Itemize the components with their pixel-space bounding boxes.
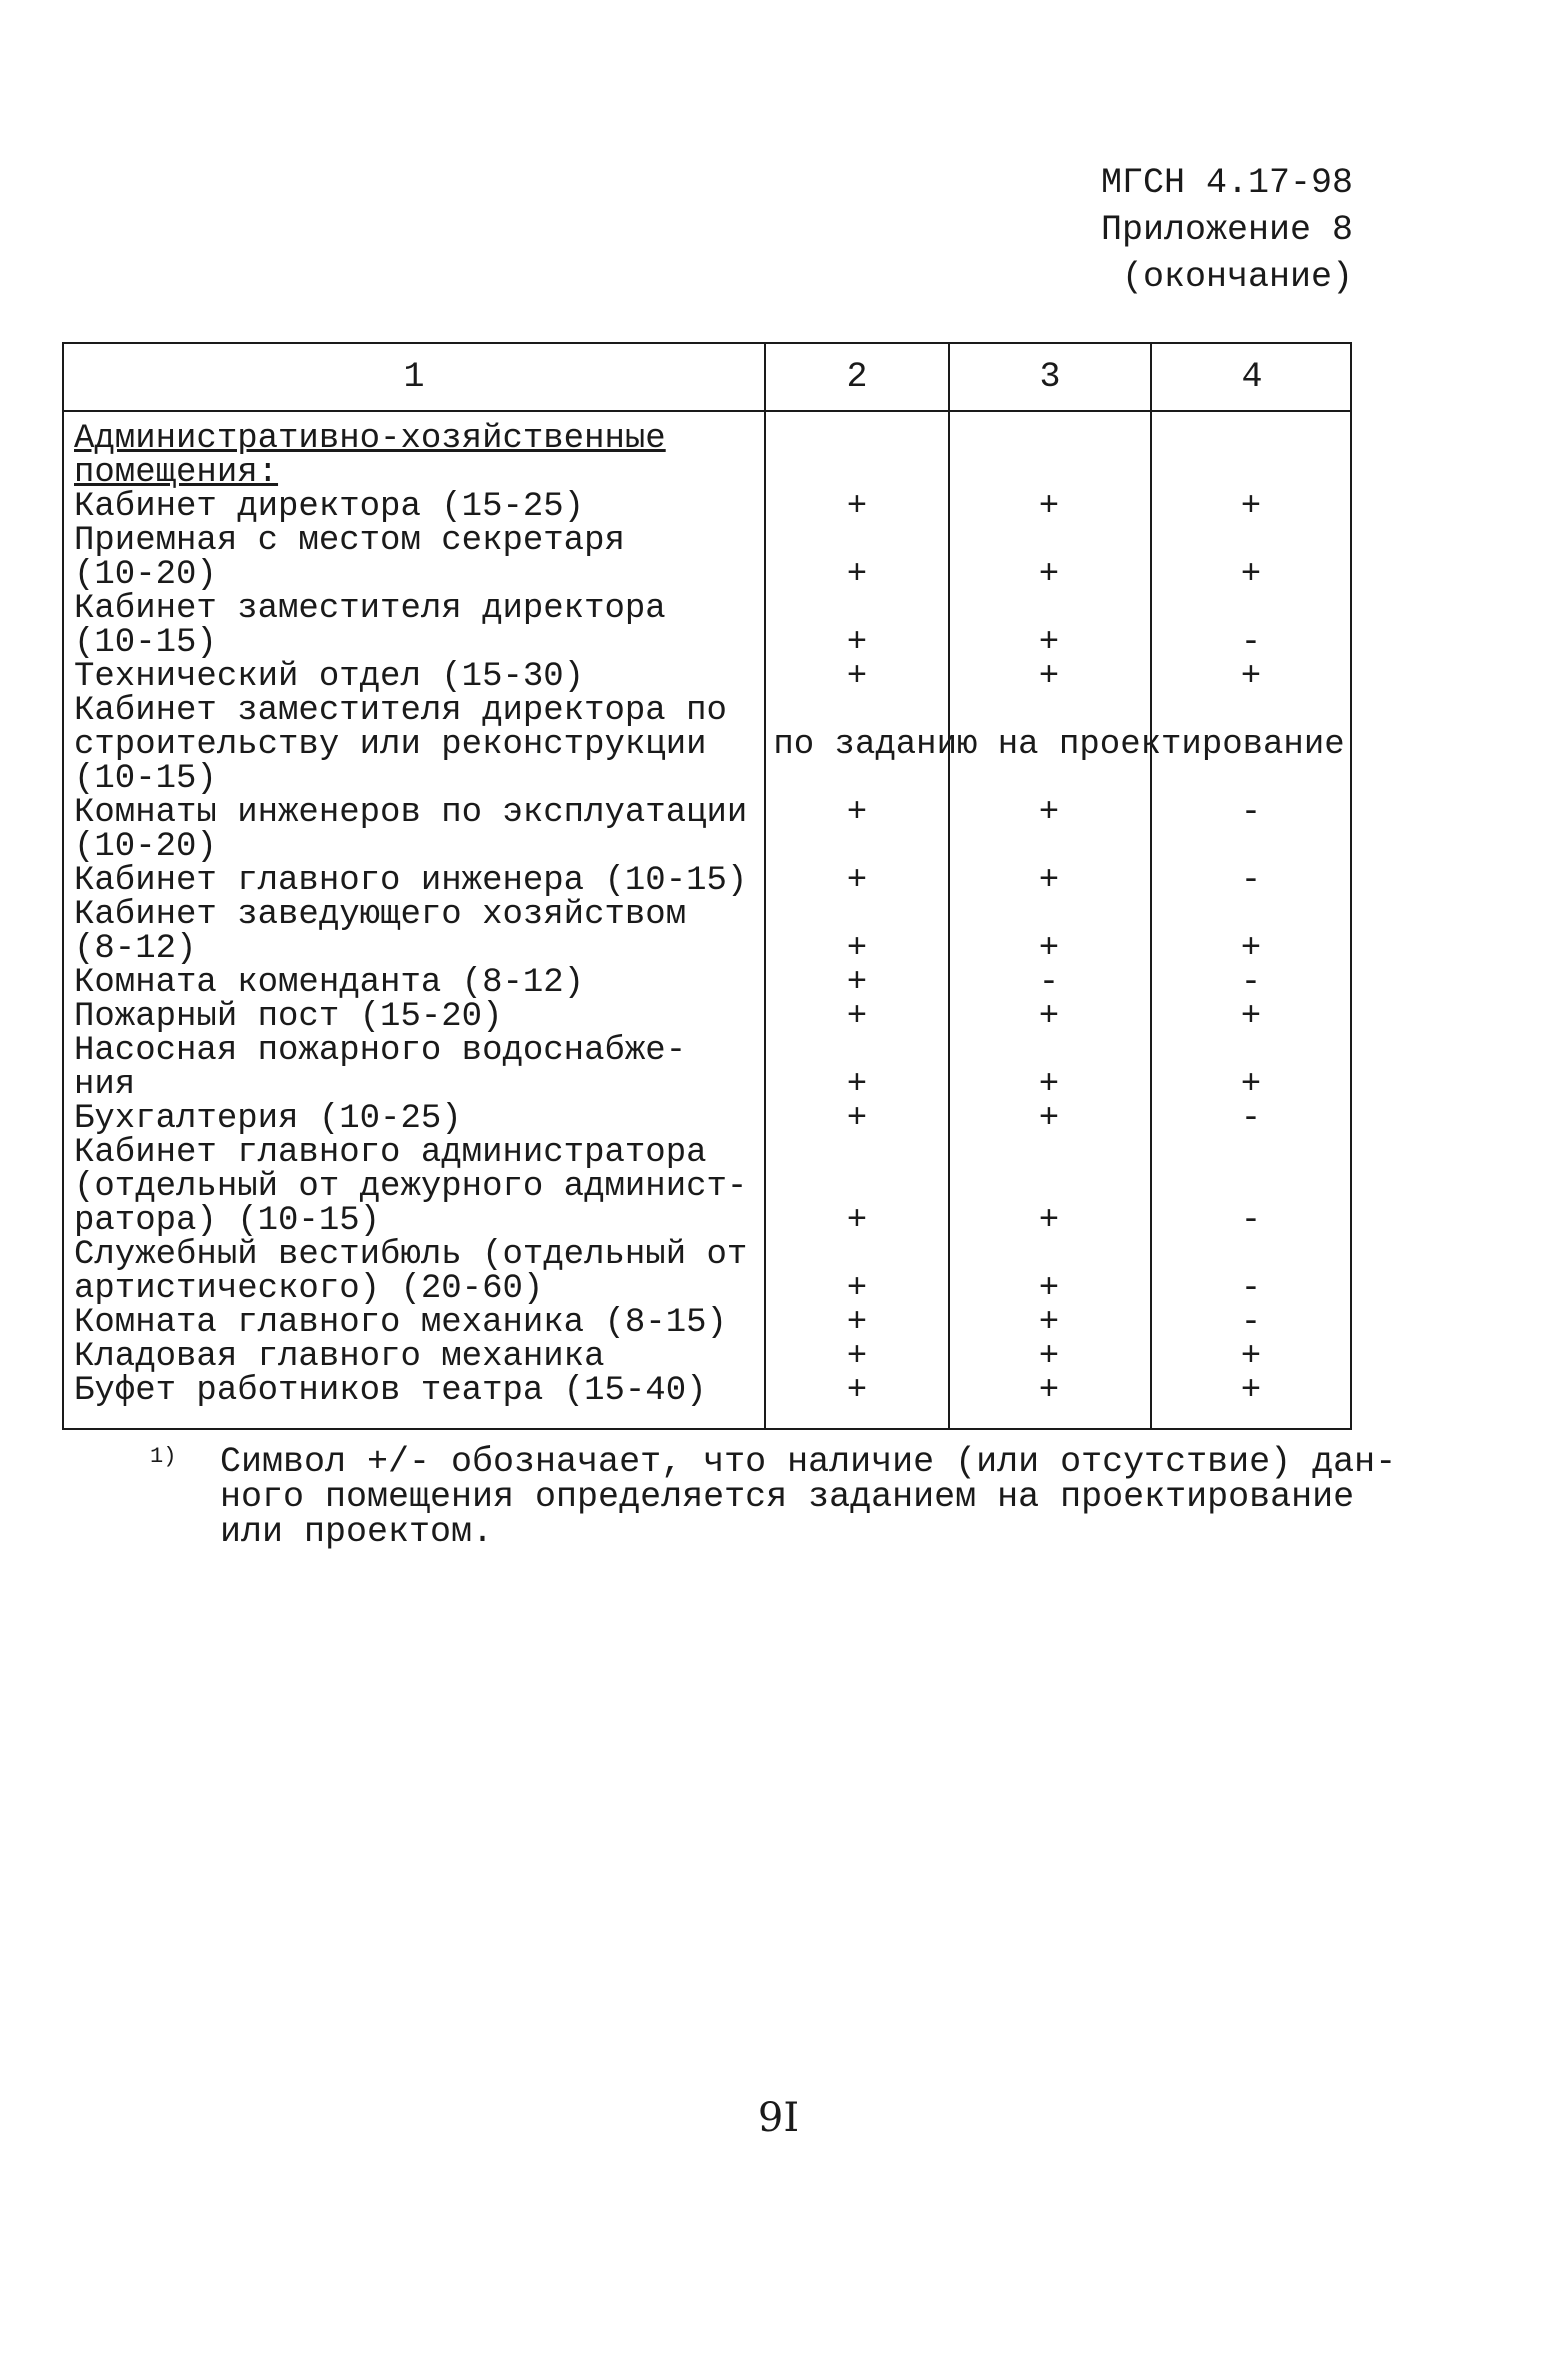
value-col-2: + xyxy=(846,964,868,1002)
room-name: Бухгалтерия (10-25) xyxy=(74,1100,462,1138)
value-col-4: - xyxy=(1240,862,1262,900)
value-col-2: + xyxy=(846,1304,868,1342)
value-col-3: + xyxy=(1038,658,1060,696)
room-name: (отдельный от дежурного админист- xyxy=(74,1168,748,1206)
room-name: (10-20) xyxy=(74,556,217,594)
room-name: ния xyxy=(74,1066,136,1104)
page-number: 9I xyxy=(757,2095,800,2141)
room-name: (8-12) xyxy=(74,930,197,968)
value-col-4: + xyxy=(1240,658,1262,696)
value-col-2: + xyxy=(846,794,868,832)
col-header-2: 2 xyxy=(846,357,868,397)
value-col-3: + xyxy=(1038,1270,1060,1308)
table-row xyxy=(64,966,1350,1000)
value-col-2: + xyxy=(846,488,868,526)
table-row xyxy=(64,694,1350,728)
value-col-2: + xyxy=(846,1100,868,1138)
value-col-4: - xyxy=(1240,1270,1262,1308)
col-header-1: 1 xyxy=(403,357,425,397)
room-name: (10-20) xyxy=(74,828,217,866)
value-col-4: - xyxy=(1240,964,1262,1002)
value-col-3: + xyxy=(1038,794,1060,832)
value-col-4: + xyxy=(1240,998,1262,1036)
value-col-2: + xyxy=(846,998,868,1036)
room-name: Насосная пожарного водоснабже- xyxy=(74,1032,687,1070)
footnote-line-3: или проектом. xyxy=(220,1512,494,1552)
value-col-2: + xyxy=(846,1202,868,1240)
value-col-2: + xyxy=(846,1066,868,1104)
table-row xyxy=(64,1238,1350,1272)
room-name: ратора) (10-15) xyxy=(74,1202,381,1240)
value-col-3: + xyxy=(1038,1202,1060,1240)
table-row xyxy=(64,932,1350,966)
value-col-4: + xyxy=(1240,1372,1262,1410)
room-name: артистического) (20-60) xyxy=(74,1270,544,1308)
room-name: Буфет работников театра (15-40) xyxy=(74,1372,707,1410)
table-row xyxy=(64,1000,1350,1034)
room-name: Кладовая главного механика xyxy=(74,1338,605,1376)
table-row xyxy=(64,728,1350,762)
footnote-text xyxy=(220,1442,1397,1552)
table-row xyxy=(64,1136,1350,1170)
table-row xyxy=(64,1272,1350,1306)
table-row xyxy=(64,558,1350,592)
room-name: Пожарный пост (15-20) xyxy=(74,998,503,1036)
room-name: Кабинет главного инженера (10-15) xyxy=(74,862,748,900)
room-name: Приемная с местом секретаря xyxy=(74,522,625,560)
value-col-3: + xyxy=(1038,1372,1060,1410)
doc-code: МГСН 4.17-98 xyxy=(1100,163,1353,203)
ending-label: (окончание) xyxy=(1121,257,1353,297)
value-col-3: + xyxy=(1038,624,1060,662)
table-row xyxy=(64,1102,1350,1136)
value-col-4: - xyxy=(1240,624,1262,662)
room-name: Кабинет заведующего хозяйством xyxy=(74,896,687,934)
table-row xyxy=(64,1340,1350,1374)
by-design-assignment: по заданию на проектирование xyxy=(773,726,1345,764)
room-name: Технический отдел (15-30) xyxy=(74,658,585,696)
table-row xyxy=(64,796,1350,830)
table-row xyxy=(64,1170,1350,1204)
value-col-4: - xyxy=(1240,1304,1262,1342)
value-col-2: + xyxy=(846,1338,868,1376)
value-col-2: + xyxy=(846,624,868,662)
room-name: Комната коменданта (8-12) xyxy=(74,964,585,1002)
table-row xyxy=(64,1306,1350,1340)
table-row xyxy=(64,524,1350,558)
section-title-line-2 xyxy=(64,456,1350,490)
footnote-line-2: ного помещения определяется заданием на проектирование xyxy=(220,1477,1355,1517)
value-col-2: + xyxy=(846,556,868,594)
section-title-line-1 xyxy=(64,422,1350,456)
table-row xyxy=(64,490,1350,524)
table-row xyxy=(64,660,1350,694)
table-row xyxy=(64,626,1350,660)
value-col-2: + xyxy=(846,1372,868,1410)
room-name: Комната главного механика (8-15) xyxy=(74,1304,727,1342)
value-col-4: + xyxy=(1240,1066,1262,1104)
col-header-3: 3 xyxy=(1039,357,1061,397)
table-row xyxy=(64,762,1350,796)
room-name: строительству или реконструкции xyxy=(74,726,707,764)
table-row xyxy=(64,864,1350,898)
room-name: Служебный вестибюль (отдельный от xyxy=(74,1236,748,1274)
table-row xyxy=(64,898,1350,932)
value-col-4: - xyxy=(1240,1100,1262,1138)
room-name: (10-15) xyxy=(74,624,217,662)
value-col-4: + xyxy=(1240,556,1262,594)
value-col-3: + xyxy=(1038,1066,1060,1104)
table-row xyxy=(64,1068,1350,1102)
value-col-2: + xyxy=(846,862,868,900)
room-name: Кабинет заместителя директора xyxy=(74,590,666,628)
room-name: Кабинет главного администратора xyxy=(74,1134,707,1172)
value-col-4: + xyxy=(1240,488,1262,526)
value-col-3: + xyxy=(1038,1304,1060,1342)
table-row xyxy=(64,1374,1350,1408)
table-row xyxy=(64,1034,1350,1068)
value-col-2: + xyxy=(846,930,868,968)
room-name: (10-15) xyxy=(74,760,217,798)
value-col-2: + xyxy=(846,658,868,696)
value-col-4: + xyxy=(1240,930,1262,968)
value-col-3: - xyxy=(1038,964,1060,1002)
value-col-4: - xyxy=(1240,1202,1262,1240)
rooms-table xyxy=(62,342,1352,1430)
value-col-3: + xyxy=(1038,998,1060,1036)
room-name: Кабинет заместителя директора по xyxy=(74,692,727,730)
table-row xyxy=(64,1204,1350,1238)
document-header xyxy=(933,160,1353,301)
footnote-line-1: Символ +/- обозначает, что наличие (или отсутствие) дан- xyxy=(220,1442,1397,1482)
value-col-3: + xyxy=(1038,488,1060,526)
table-row xyxy=(64,592,1350,626)
value-col-4: + xyxy=(1240,1338,1262,1376)
section-subtitle: помещения: xyxy=(74,454,279,492)
room-name: Комнаты инженеров по эксплуатации xyxy=(74,794,748,832)
value-col-3: + xyxy=(1038,1338,1060,1376)
value-col-3: + xyxy=(1038,930,1060,968)
value-col-4: - xyxy=(1240,794,1262,832)
footnote-mark: 1) xyxy=(150,1444,177,1469)
value-col-3: + xyxy=(1038,556,1060,594)
table-body xyxy=(64,412,1350,1428)
value-col-2: + xyxy=(846,1270,868,1308)
col-header-4: 4 xyxy=(1241,357,1263,397)
room-name: Кабинет директора (15-25) xyxy=(74,488,585,526)
value-col-3: + xyxy=(1038,1100,1060,1138)
value-col-3: + xyxy=(1038,862,1060,900)
table-row xyxy=(64,830,1350,864)
section-title: Административно-хозяйственные xyxy=(74,420,666,458)
appendix-label: Приложение 8 xyxy=(1100,210,1353,250)
